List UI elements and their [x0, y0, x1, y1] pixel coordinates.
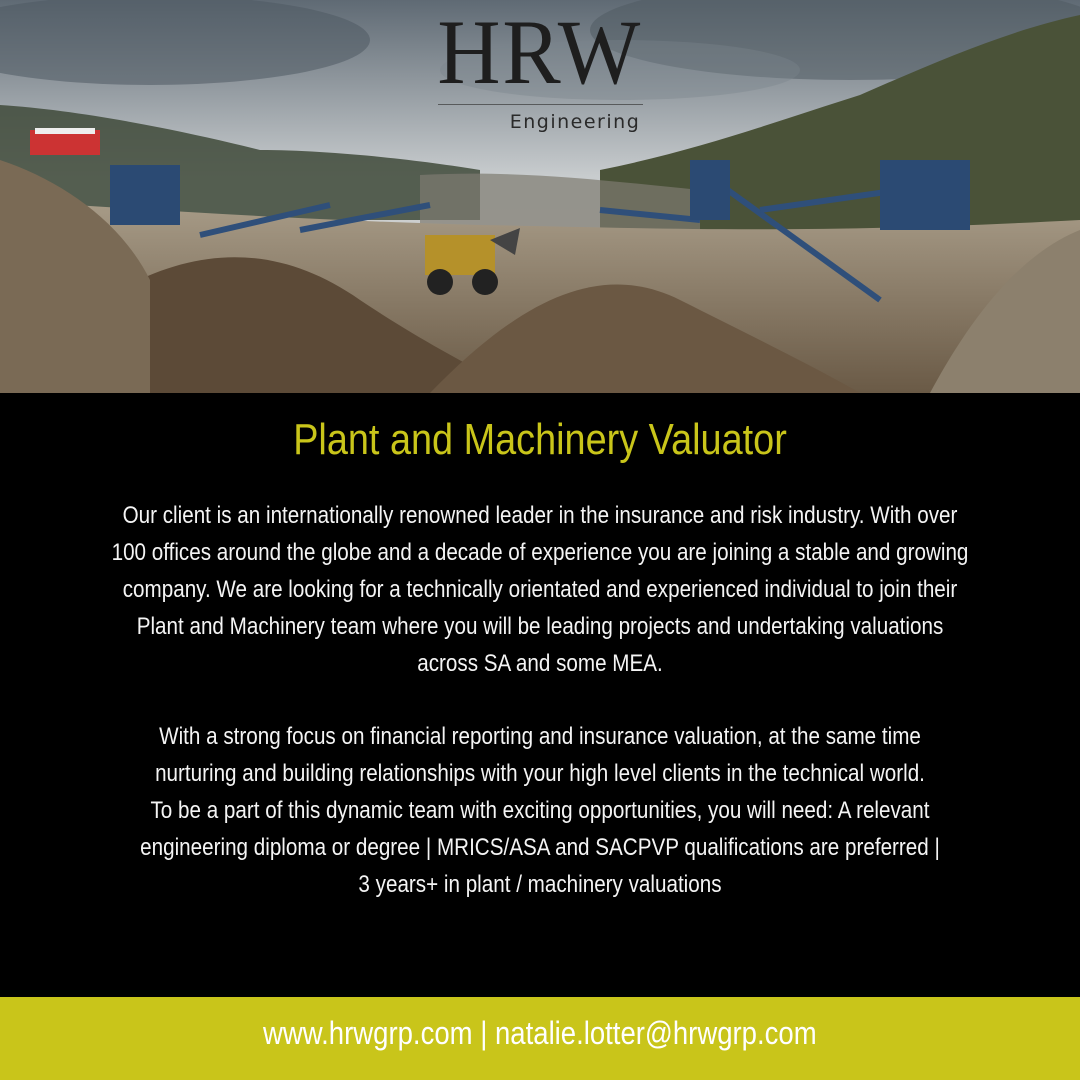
paragraph2-line: 3 years+ in plant / machinery valuations — [358, 871, 722, 898]
paragraph-gap — [20, 682, 1060, 718]
contact-links[interactable]: www.hrwgrp.com | natalie.lotter@hrwgrp.com — [263, 1015, 817, 1051]
paragraph2-line: engineering diploma or degree | MRICS/ASA and SACPVP qualifications are preferred | — [140, 834, 940, 861]
brand-name: HRW — [437, 1, 643, 103]
brand-subtitle: Engineering — [509, 111, 641, 133]
paragraph1-line: 100 offices around the globe and a decade of experience you are joining a stable and growing — [111, 539, 969, 566]
brand-logo — [0, 1, 1080, 133]
job-description-panel — [0, 393, 1080, 997]
paragraph2-line: nurturing and building relationships with your high level clients in the technical world. — [155, 760, 925, 787]
paragraph2-line: With a strong focus on financial reporting and insurance valuation, at the same time — [159, 723, 921, 750]
paragraph1-line: company. We are looking for a technically orientated and experienced individual to join their — [122, 576, 958, 603]
paragraph2-line: To be a part of this dynamic team with exciting opportunities, you will need: A relevant — [150, 797, 930, 824]
job-description — [20, 497, 1060, 903]
paragraph1-line: across SA and some MEA. — [417, 650, 663, 677]
paragraph1-line: Plant and Machinery team where you will be leading projects and undertaking valuations — [136, 613, 944, 640]
logo-divider — [438, 104, 643, 105]
job-title: Plant and Machinery Valuator — [293, 415, 787, 464]
paragraph1-line: Our client is an internationally renowned leader in the insurance and risk industry. With over — [122, 502, 958, 529]
contact-footer — [0, 997, 1080, 1080]
hero-photo — [0, 0, 1080, 393]
